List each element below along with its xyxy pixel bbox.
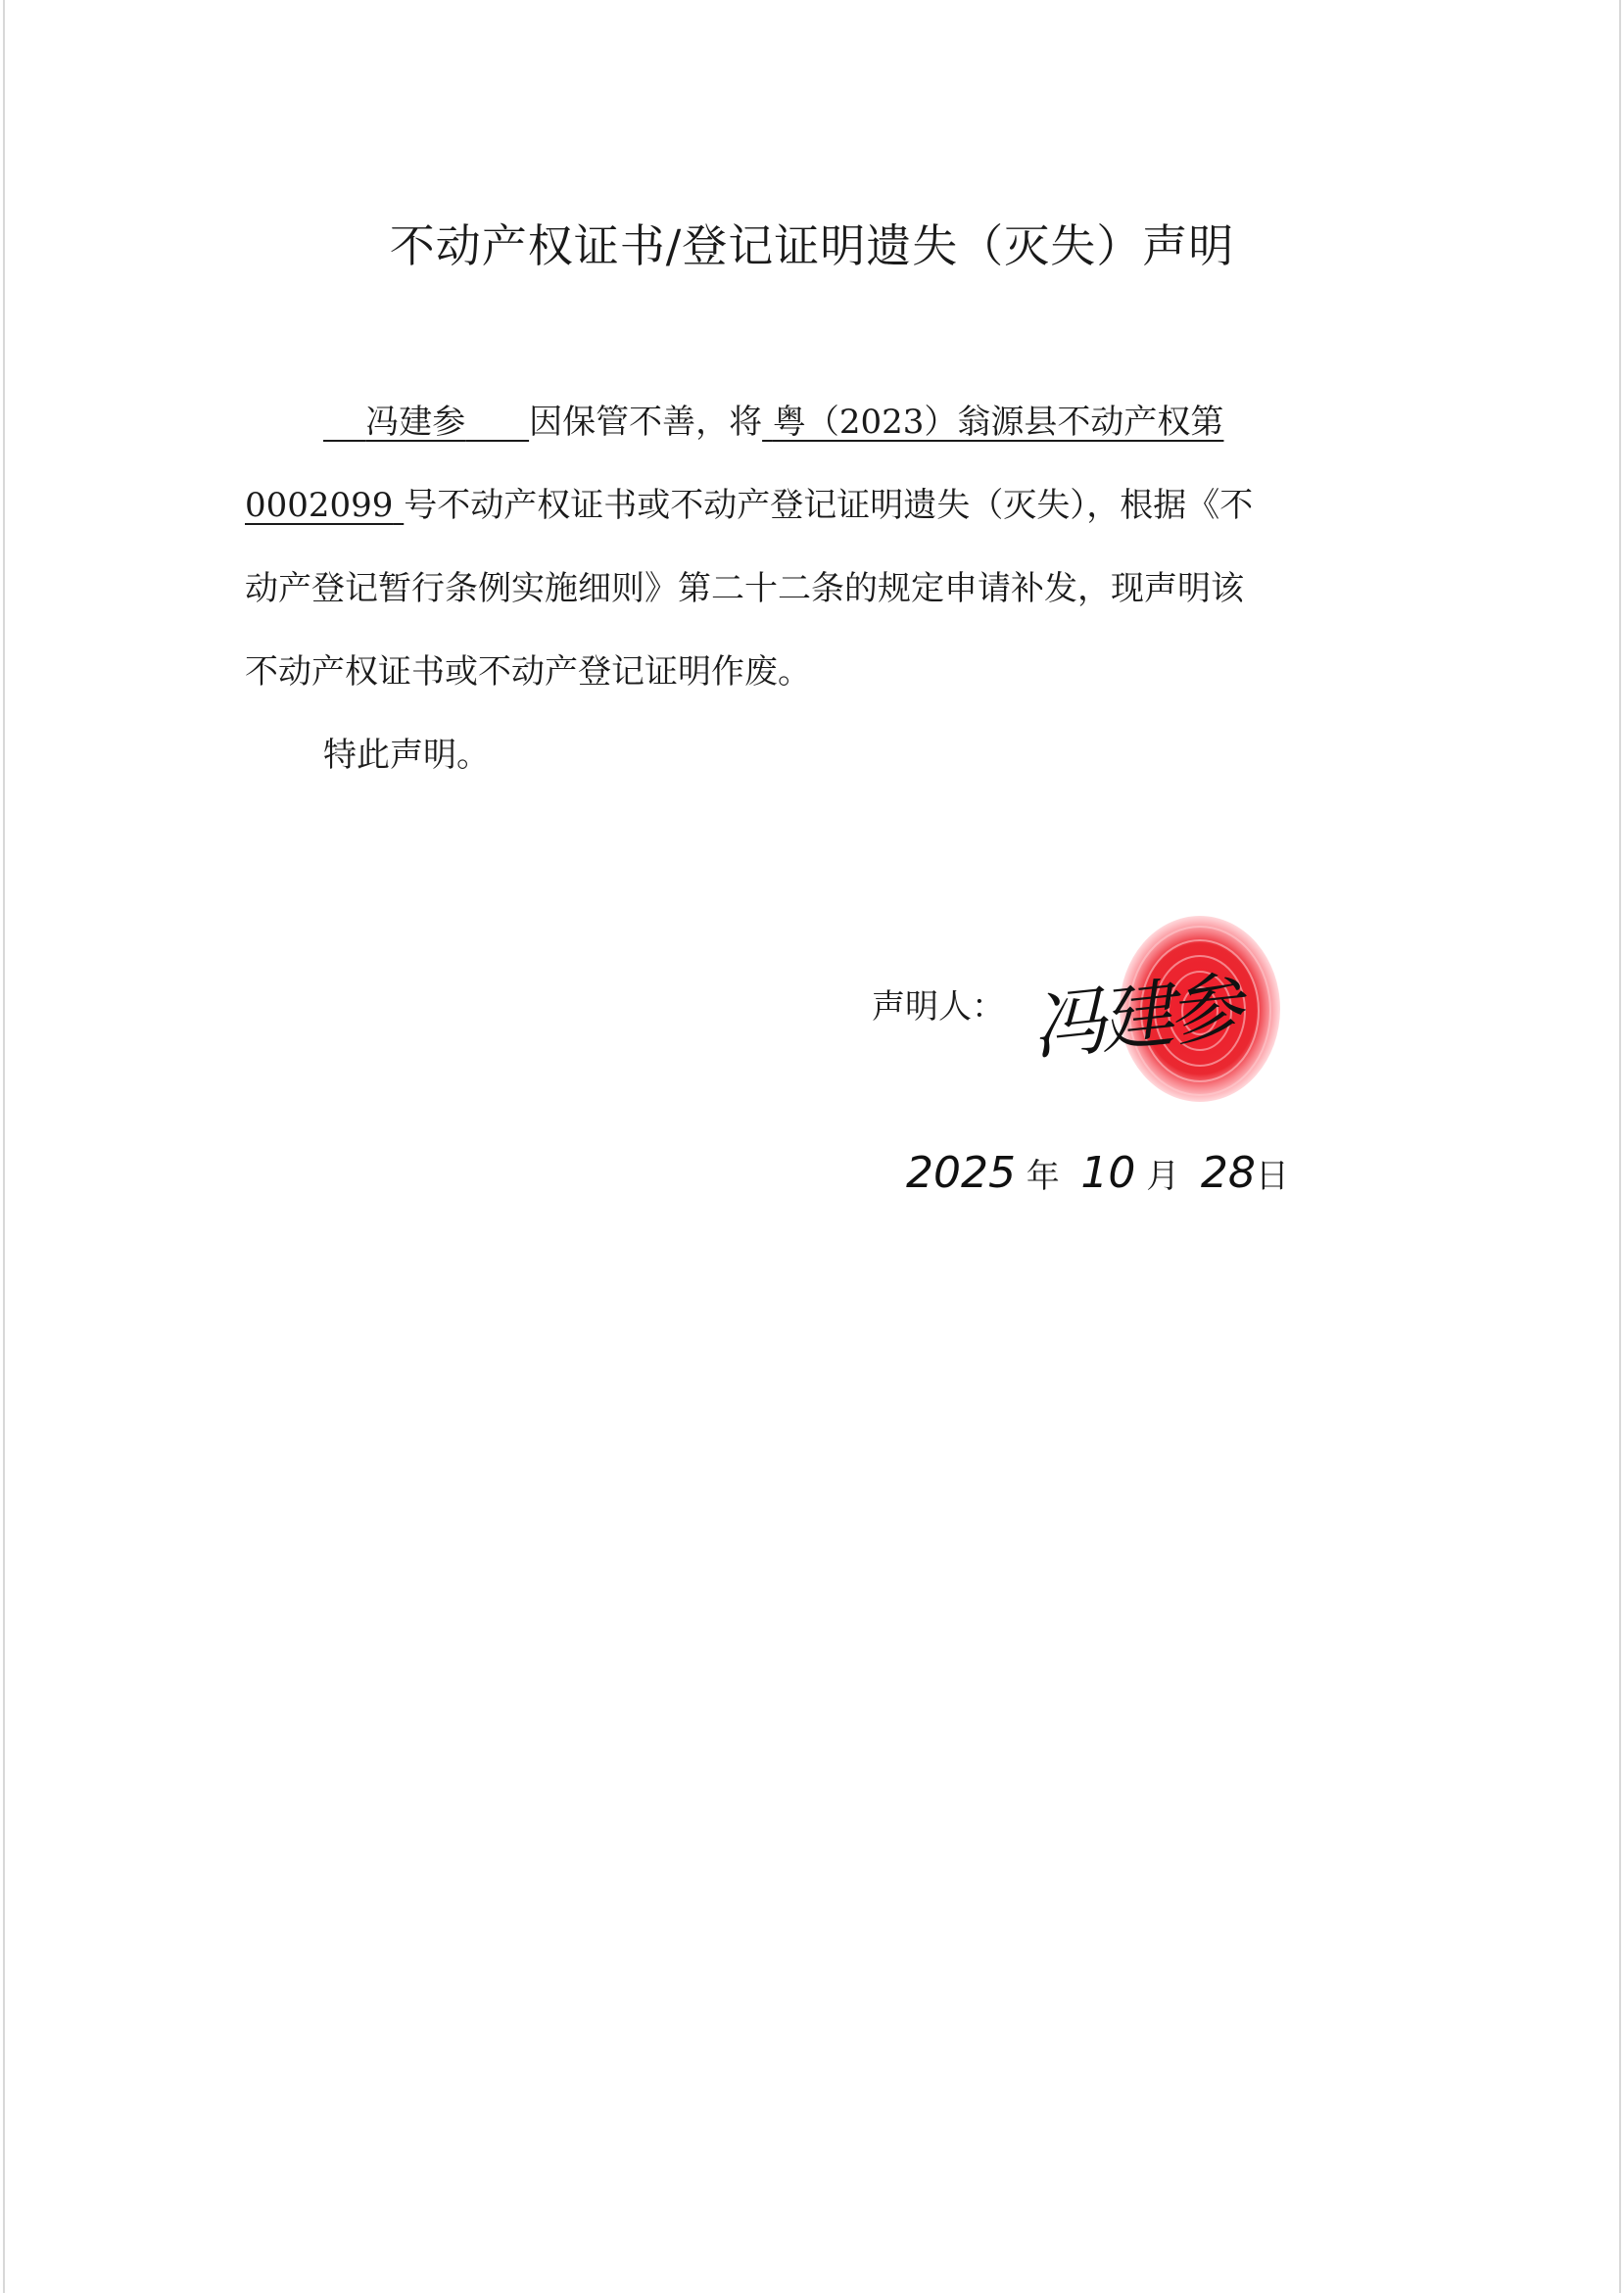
date-year: 2025: [906, 1148, 1016, 1198]
signatory-label: 声明人：: [872, 987, 1005, 1027]
document-title: 不动产权证书/登记证明遗失（灭失）声明: [389, 219, 1235, 272]
body-line-1: [323, 395, 1223, 443]
scan-edge-right: [1619, 0, 1621, 2293]
body-line-3: 动产登记暂行条例实施细则》第二十二条的规定申请补发，现声明该: [245, 569, 1244, 608]
date-day: 28: [1200, 1148, 1256, 1198]
body-line-4: 不动产权证书或不动产登记证明作废。: [245, 652, 811, 692]
certificate-number: 0002099: [245, 486, 394, 525]
body-text-2: 号不动产权证书或不动产登记证明遗失（灭失），根据《不: [404, 486, 1254, 525]
body-text-1: 因保管不善，将: [529, 403, 763, 442]
day-unit: 日: [1255, 1157, 1289, 1196]
handwritten-signature: 冯建参: [1027, 963, 1241, 1072]
claimant-name: 冯建参: [365, 403, 466, 442]
date-month: 10: [1080, 1148, 1136, 1198]
scan-edge-left: [3, 0, 5, 2293]
date-line: [906, 1148, 1289, 1198]
body-line-2: [245, 478, 1253, 526]
certificate-prefix: 粤（2023）翁源县不动产权第: [772, 403, 1224, 442]
month-unit: 月: [1146, 1157, 1180, 1196]
signature-block: [1019, 901, 1313, 1117]
year-unit: 年: [1026, 1157, 1060, 1196]
closing-statement: 特此声明。: [323, 736, 490, 775]
